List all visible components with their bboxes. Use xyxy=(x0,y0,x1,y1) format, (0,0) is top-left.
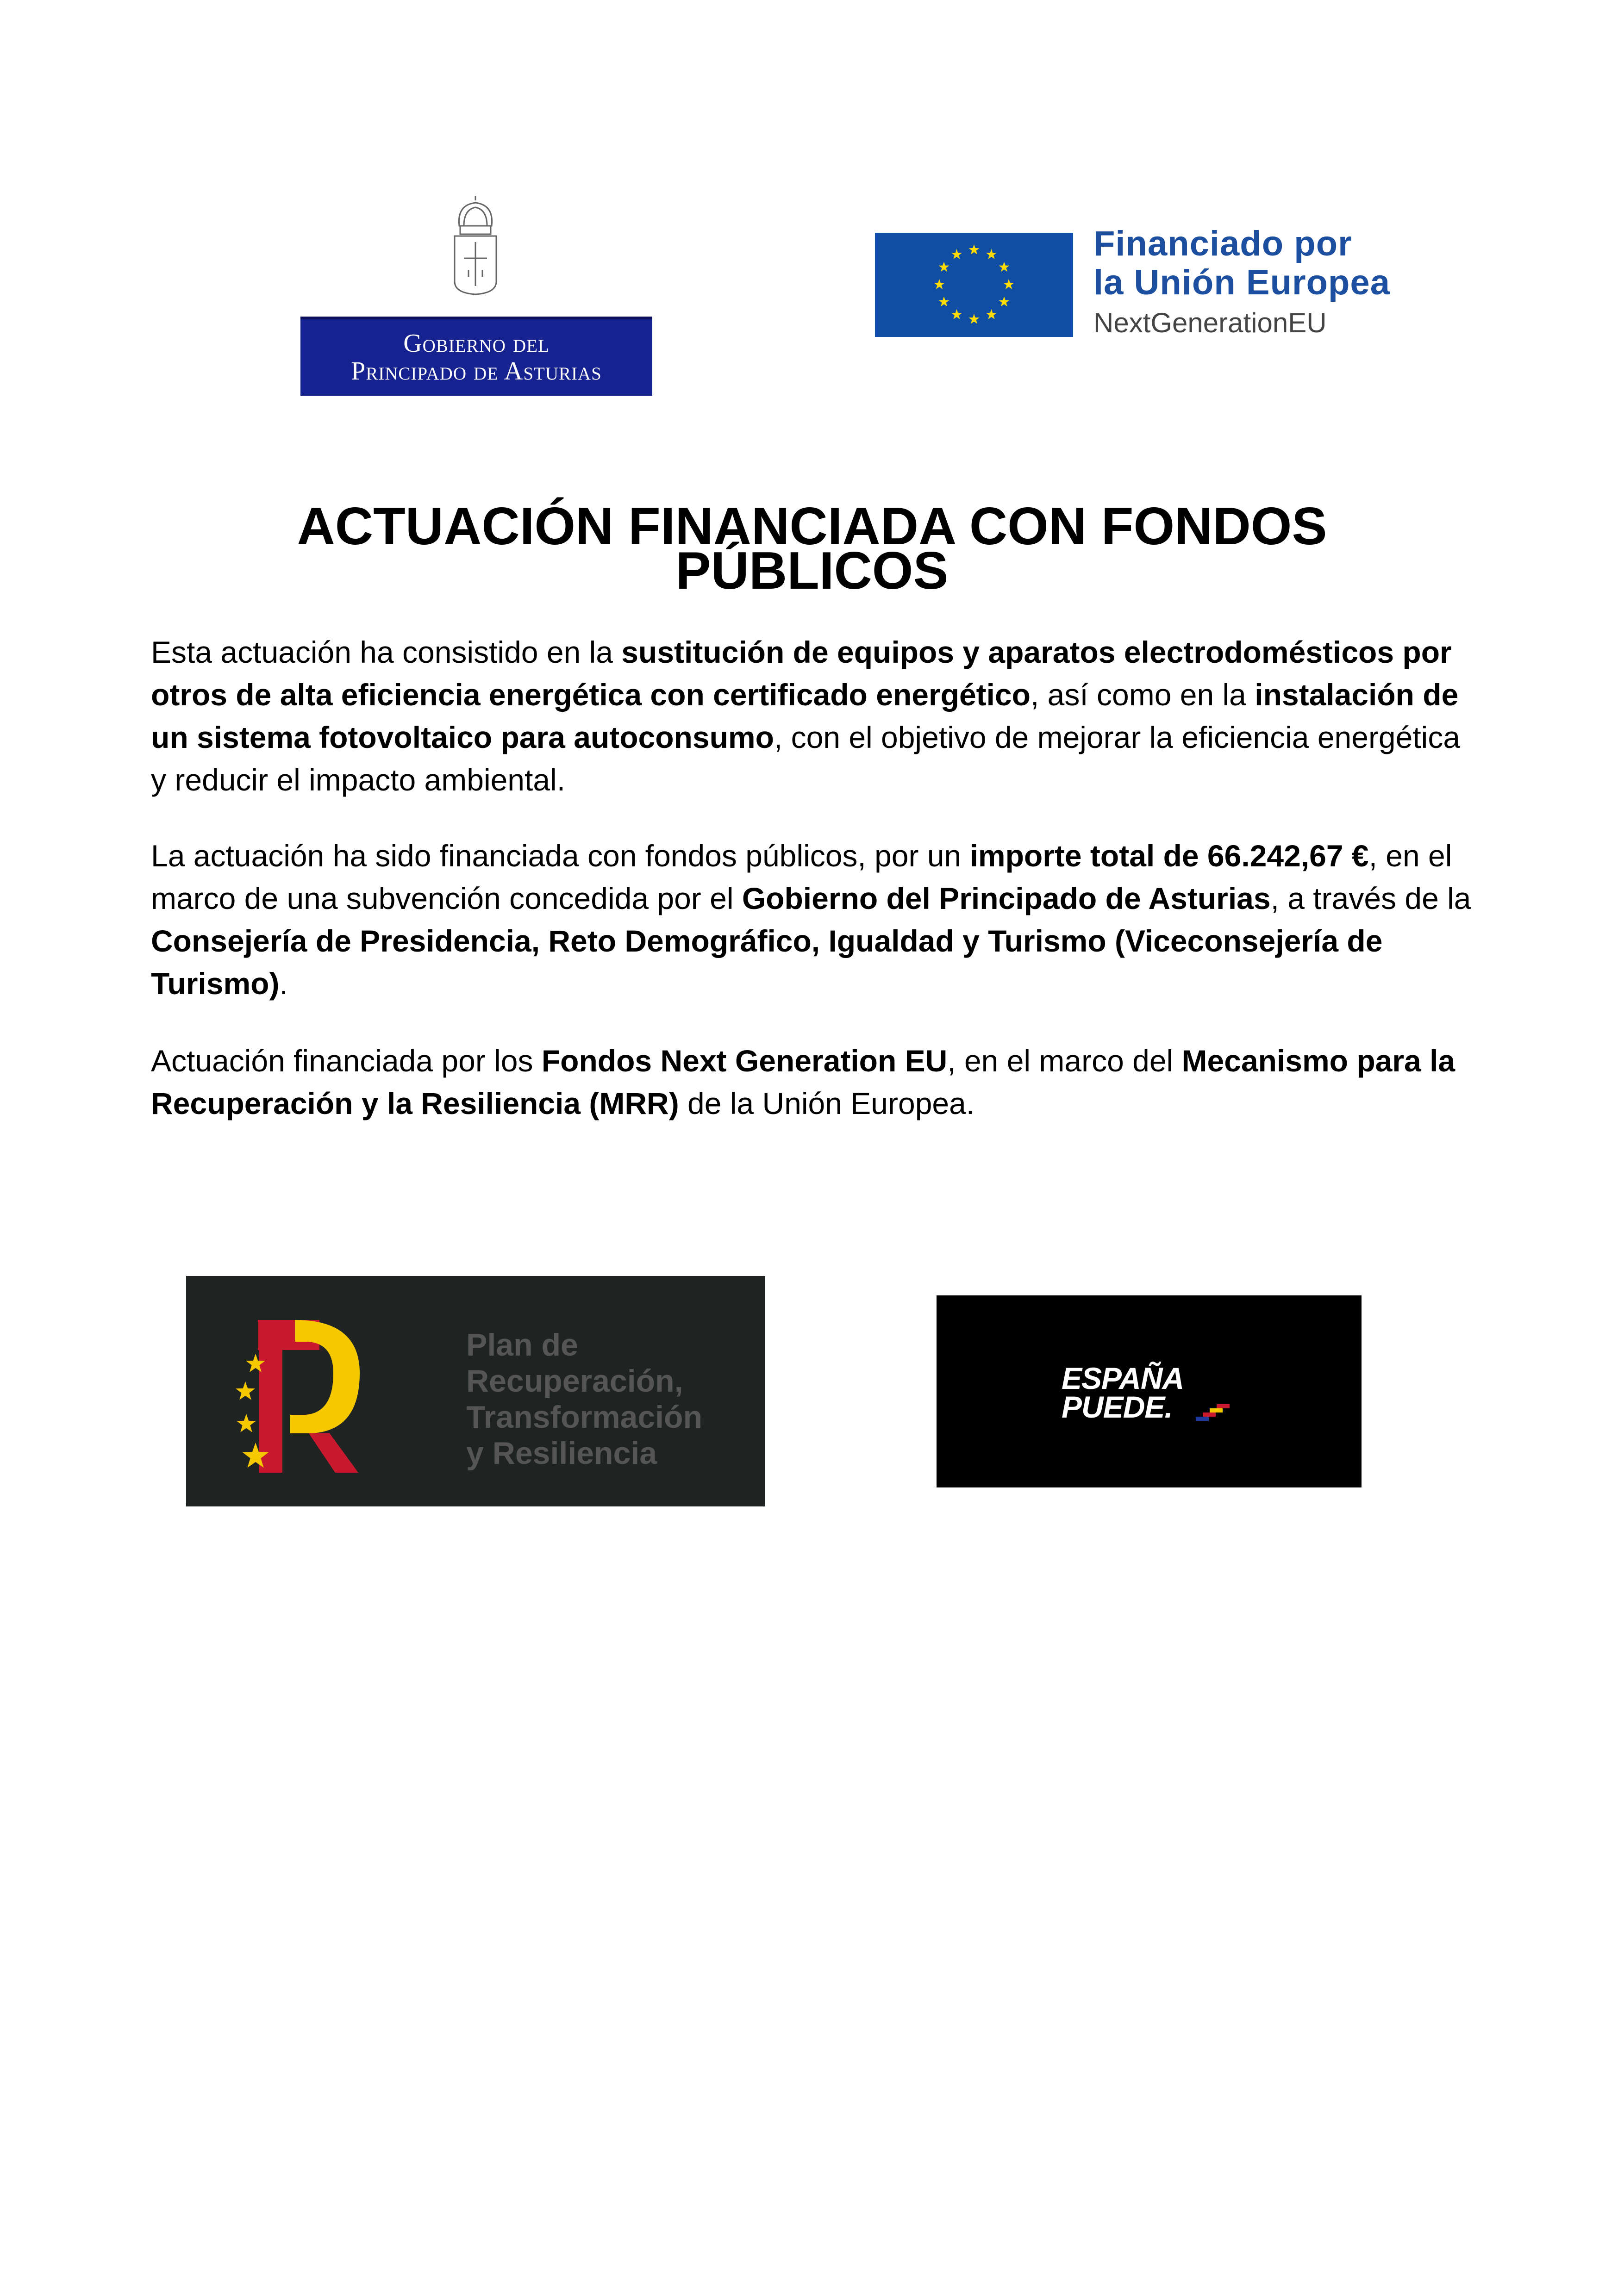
star-icon xyxy=(999,297,1010,307)
star-icon xyxy=(934,279,945,289)
prtr-line3: Transformación xyxy=(466,1400,703,1435)
paragraph-description xyxy=(151,631,1480,801)
asturias-logo-line2: Principado de Asturias xyxy=(351,357,602,386)
star-icon xyxy=(951,309,962,319)
text-segment: Actuación financiada por los xyxy=(151,1044,542,1078)
star-icon xyxy=(939,262,949,272)
bold-text-segment: sustitución de equipos y aparatos electrodomésticos por otros de alta eficiencia energética con certificado energético xyxy=(151,635,1452,712)
prtr-mark-icon xyxy=(186,1276,464,1506)
prtr-logo-text xyxy=(466,1327,702,1471)
text-segment: , en el marco de una subvención concedida por el xyxy=(151,839,1452,915)
text-segment: , así como en la xyxy=(1030,678,1255,712)
prtr-line4: y Resiliencia xyxy=(466,1436,657,1471)
text-segment: de la Unión Europea. xyxy=(679,1086,975,1120)
eu-logo-line2: la Unión Europea xyxy=(1093,263,1390,302)
eu-logo-text xyxy=(1093,224,1390,344)
page-title xyxy=(0,497,1624,600)
prtr-line2: Recuperación, xyxy=(466,1363,683,1399)
star-icon xyxy=(1004,279,1014,289)
star-icon xyxy=(236,1381,255,1400)
star-icon xyxy=(986,309,997,319)
spain-flag-mark-icon xyxy=(1193,1404,1230,1427)
espana-puede-line1: ESPAÑA xyxy=(1062,1361,1184,1395)
paragraph-funding xyxy=(151,834,1480,1005)
bold-text-segment: Mecanismo para la Recuperación y la Resiliencia (MRR) xyxy=(151,1044,1455,1120)
espana-puede-line2: PUEDE. xyxy=(1062,1390,1173,1424)
bold-text-segment: instalación de un sistema fotovoltaico para autoconsumo xyxy=(151,678,1459,754)
text-segment: , a través de la xyxy=(1270,881,1471,915)
bold-text-segment: Consejería de Presidencia, Reto Demográfico, Igualdad y Turismo (Viceconsejería de Turismo) xyxy=(151,924,1383,1001)
star-icon xyxy=(969,244,980,255)
page-title-line1: ACTUACIÓN FINANCIADA CON FONDOS xyxy=(297,497,1327,556)
eu-logo-line1: Financiado por xyxy=(1093,224,1352,263)
asturias-crest-icon xyxy=(450,193,501,296)
prtr-line1: Plan de xyxy=(466,1327,578,1363)
text-segment: , en el marco del xyxy=(947,1044,1182,1078)
text-segment: Esta actuación ha consistido en la xyxy=(151,635,622,669)
asturias-logo-line1: Gobierno del xyxy=(403,329,550,358)
star-icon xyxy=(969,314,980,324)
asturias-logo xyxy=(300,317,652,396)
star-icon xyxy=(939,297,949,307)
text-segment: . xyxy=(279,966,288,1001)
star-icon xyxy=(237,1414,256,1432)
espana-puede-text xyxy=(1062,1361,1184,1424)
espana-puede-logo xyxy=(937,1295,1362,1487)
text-segment: , con el objetivo de mejorar la eficiencia energética y reducir el impacto ambiental. xyxy=(151,720,1461,797)
star-icon xyxy=(999,262,1010,272)
bold-text-segment: Fondos Next Generation EU xyxy=(541,1044,948,1078)
bold-text-segment: importe total de 66.242,67 € xyxy=(969,839,1369,873)
paragraph-eu-funds xyxy=(151,1039,1480,1125)
bold-text-segment: Gobierno del Principado de Asturias xyxy=(742,881,1271,915)
star-icon xyxy=(986,249,997,259)
eu-flag-icon xyxy=(875,233,1073,337)
eu-logo-line3: NextGenerationEU xyxy=(1093,307,1327,338)
star-icon xyxy=(951,249,962,259)
text-segment: La actuación ha sido financiada con fondos públicos, por un xyxy=(151,839,970,873)
page-title-line2: PÚBLICOS xyxy=(675,541,949,600)
prtr-logo xyxy=(186,1276,765,1506)
